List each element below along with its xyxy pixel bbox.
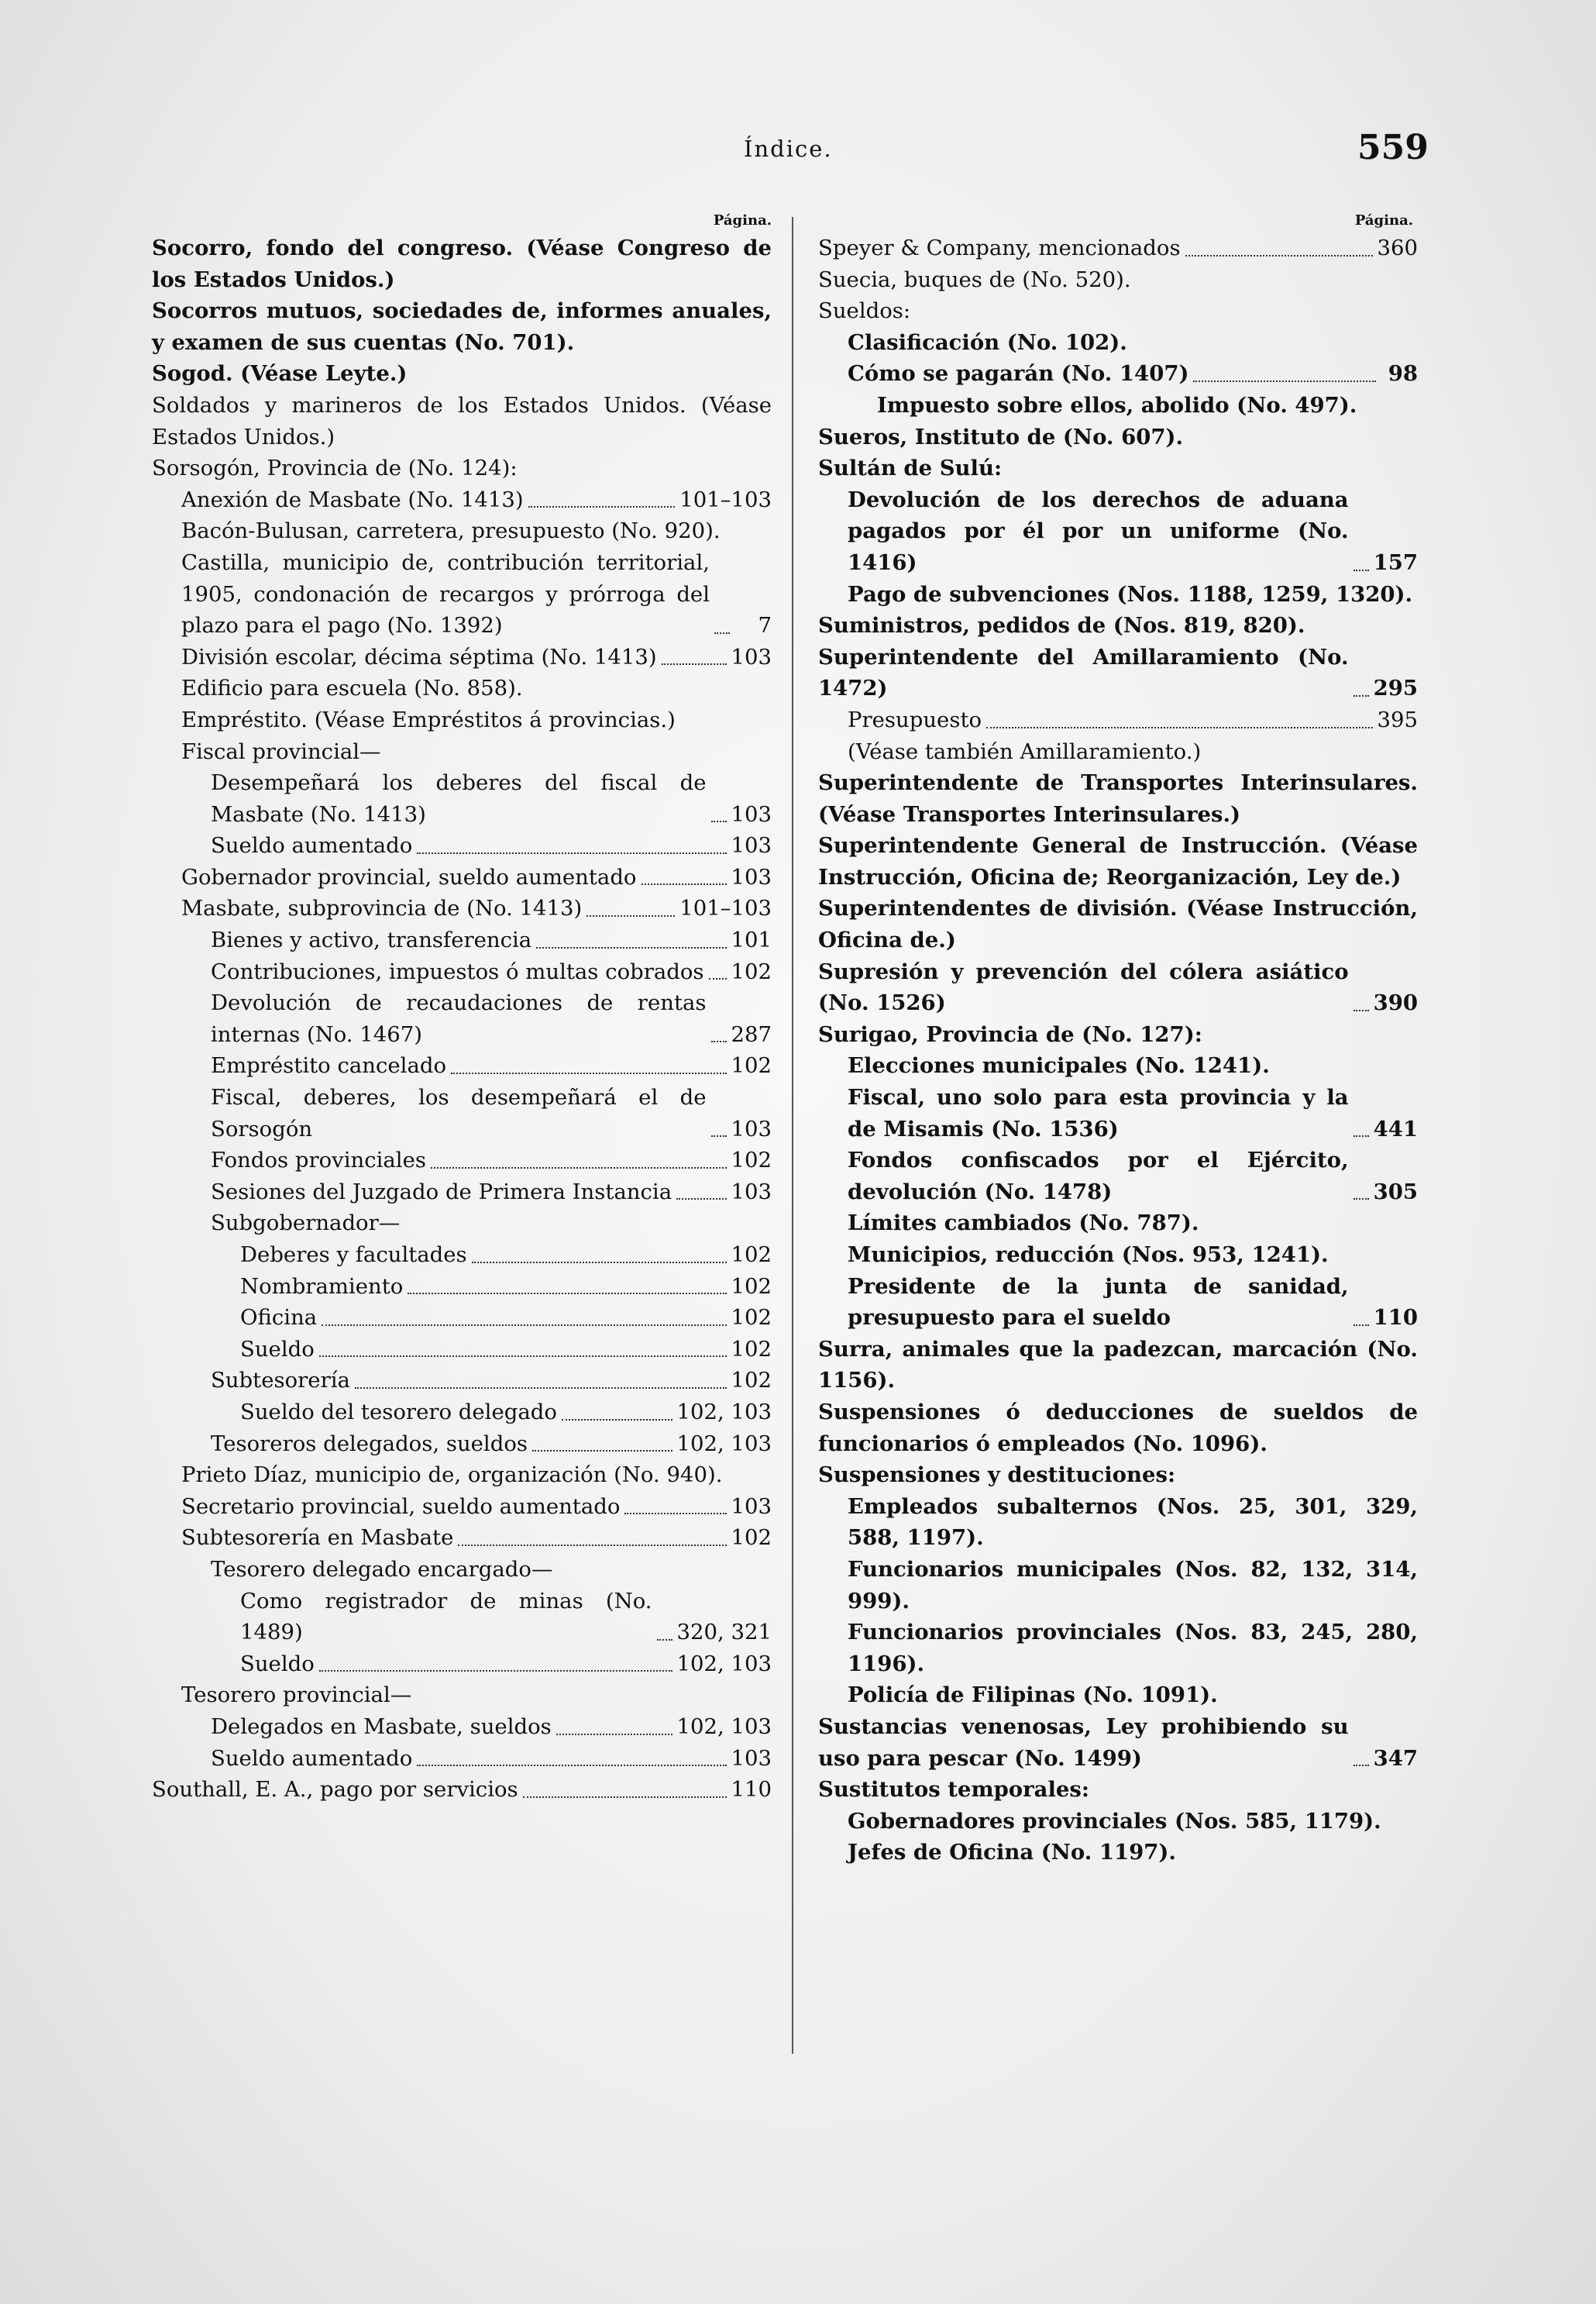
index-entry (818, 1459, 1418, 1491)
dot-leader (1354, 1135, 1369, 1137)
index-entry (818, 1711, 1418, 1774)
index-entry-page: 102, 103 (676, 1399, 772, 1424)
index-entry (152, 1271, 772, 1303)
index-entry-text: Fiscal, uno solo para esta provincia y la de Misamis (No. 1536) (848, 1085, 1349, 1142)
dot-leader (641, 883, 727, 885)
index-entry-text: Suspensiones y destituciones: (818, 1462, 1176, 1488)
index-entry-text: Anexión de Masbate (No. 1413) (181, 487, 524, 512)
index-entry-page: 102 (731, 1148, 772, 1173)
index-entry-page: 98 (1388, 361, 1418, 387)
index-entry (818, 1491, 1418, 1554)
index-entry (818, 893, 1418, 956)
index-entry-page: 102 (731, 959, 772, 984)
index-entry-text: Fondos provinciales (211, 1148, 426, 1173)
index-entry-page: 101–103 (679, 896, 772, 921)
index-entry-page: 103 (731, 644, 772, 670)
index-entry-text: Límites cambiados (No. 787). (848, 1211, 1199, 1236)
index-entry-page: 320, 321 (676, 1620, 772, 1645)
dot-leader (711, 821, 727, 822)
index-entry (818, 1679, 1418, 1711)
index-entry-page: 101 (731, 928, 772, 953)
index-entry (152, 1491, 772, 1523)
index-entry-text: Subtesorería (211, 1368, 350, 1393)
index-entry-text: Socorro, fondo del congreso. (Véase Congreso de los Estados Unidos.) (152, 236, 772, 292)
index-entry-text: Socorros mutuos, sociedades de, informes anuales, y examen de sus cuentas (No. 701). (152, 298, 772, 355)
index-entry-text: Gobernadores provinciales (Nos. 585, 1179). (848, 1808, 1381, 1834)
index-entry-page: 102 (731, 1242, 772, 1267)
dot-leader (458, 1545, 726, 1546)
index-entry (152, 704, 772, 736)
index-entry-page: 102 (731, 1273, 772, 1299)
index-entry-list (818, 232, 1418, 1868)
index-entry (152, 830, 772, 862)
index-entry-text: Empréstito cancelado (211, 1053, 447, 1079)
index-entry-text: Policía de Filipinas (No. 1091). (848, 1682, 1218, 1708)
index-entry-text: Gobernador provincial, sueldo aumentado (181, 864, 637, 890)
index-entry-text: Jefes de Oficina (No. 1197). (848, 1840, 1176, 1865)
dot-leader (417, 1765, 726, 1766)
index-entry-page: 103 (731, 1493, 772, 1519)
index-entry (152, 1397, 772, 1428)
index-entry (818, 579, 1418, 611)
index-entry (818, 232, 1418, 264)
index-entry (152, 484, 772, 516)
dot-leader (711, 1041, 727, 1042)
index-entry-text: Southall, E. A., pago por servicios (152, 1777, 518, 1803)
column-heading: Página. (713, 212, 772, 229)
index-entry (152, 1302, 772, 1334)
index-entry-text: Superintendente General de Instrucción. (Véase Instrucción, Oficina de; Reorganización, Ley de.) (818, 833, 1418, 890)
running-head: Índice. (744, 136, 833, 162)
index-entry-text: Bienes y activo, transferencia (211, 928, 532, 953)
index-entry-text: Sueldos: (818, 298, 911, 324)
index-entry-text: Sueldo del tesorero delegado (240, 1399, 557, 1424)
index-entry (818, 295, 1418, 327)
dot-leader (523, 1796, 727, 1798)
index-entry (152, 642, 772, 673)
column-heading: Página. (1354, 212, 1413, 229)
index-entry-text: Contribuciones, impuestos ó multas cobrados (211, 959, 704, 984)
dot-leader (536, 947, 726, 949)
index-entry-page: 102 (731, 1053, 772, 1079)
dot-leader (986, 727, 1372, 728)
index-entry-text: Speyer & Company, mencionados (818, 236, 1181, 260)
index-entry (152, 767, 772, 830)
index-entry-text: Sustitutos temporales: (818, 1777, 1090, 1803)
index-entry-page: 101–103 (679, 487, 772, 512)
index-entry (818, 1554, 1418, 1617)
index-entry (152, 232, 772, 295)
index-entry-page: 102 (731, 1305, 772, 1331)
index-entry (818, 1334, 1418, 1397)
index-entry (152, 1679, 772, 1711)
index-entry-page: 103 (731, 833, 772, 859)
index-entry-text: Subgobernador— (211, 1211, 401, 1236)
dot-leader (319, 1355, 727, 1357)
index-entry (152, 1459, 772, 1491)
dot-leader (1185, 255, 1373, 257)
index-entry-text: Subtesorería en Masbate (181, 1525, 454, 1551)
column-divider (792, 217, 793, 2054)
index-entry (152, 1239, 772, 1271)
index-entry-page: 102, 103 (676, 1651, 772, 1676)
index-entry (818, 390, 1418, 422)
dot-leader (472, 1262, 727, 1263)
dot-leader (662, 663, 727, 665)
index-entry (818, 1617, 1418, 1679)
index-entry-text: Castilla, municipio de, contribución territorial, 1905, condonación de recargos y prórroga del plazo para el pago (No. 1392) (181, 549, 710, 639)
index-entry-text: Masbate, subprovincia de (No. 1413) (181, 896, 583, 921)
index-entry (818, 327, 1418, 359)
index-entry (152, 1648, 772, 1680)
index-entry-page: 347 (1373, 1745, 1418, 1771)
index-entry-text: Superintendente del Amillaramiento (No. 1472) (818, 644, 1349, 701)
index-entry-text: Devolución de recaudaciones de rentas internas (No. 1467) (211, 990, 707, 1047)
index-entry-text: Deberes y facultades (240, 1242, 467, 1267)
dot-leader (624, 1513, 726, 1514)
index-entry (152, 358, 772, 390)
dot-leader (676, 1198, 726, 1200)
dot-leader (431, 1167, 727, 1169)
index-entry (152, 1554, 772, 1586)
index-entry (152, 390, 772, 453)
index-entry-text: Sueldo (240, 1651, 315, 1676)
index-entry (152, 453, 772, 484)
dot-leader (586, 915, 675, 917)
dot-leader (322, 1324, 726, 1326)
index-entry-text: Secretario provincial, sueldo aumentado (181, 1493, 621, 1519)
dot-leader (709, 978, 727, 980)
index-entry-text: Sueldo aumentado (211, 833, 413, 859)
dot-leader (1354, 695, 1369, 697)
index-entry (818, 1019, 1418, 1051)
index-entry (818, 453, 1418, 484)
index-entry-text: Fiscal provincial— (181, 739, 381, 764)
index-column-left (152, 209, 772, 1806)
index-entry-page: 102 (731, 1368, 772, 1393)
index-entry-text: Sorsogón, Provincia de (No. 124): (152, 456, 518, 481)
index-entry (152, 1522, 772, 1554)
index-entry-text: Oficina (240, 1305, 318, 1331)
index-entry-text: Superintendente de Transportes Interinsulares. (Véase Transportes Interinsulares.) (818, 770, 1418, 827)
index-entry-text: Bacón-Bulusan, carretera, presupuesto (No. 920). (181, 518, 721, 544)
index-entry-page: 102, 103 (676, 1431, 772, 1456)
index-entry-text: (Véase también Amillaramiento.) (848, 739, 1202, 764)
index-entry-text: Sueldo aumentado (211, 1745, 413, 1771)
index-entry-text: Suspensiones ó deducciones de sueldos de funcionarios ó empleados (No. 1096). (818, 1399, 1418, 1456)
index-column-right (818, 209, 1418, 1868)
index-entry-text: Fondos confiscados por el Ejército, devolución (No. 1478) (848, 1148, 1349, 1204)
index-entry-text: Superintendentes de división. (Véase Instrucción, Oficina de.) (818, 896, 1418, 953)
index-entry-page: 7 (758, 613, 772, 639)
index-entry (818, 1271, 1418, 1334)
index-entry-page: 110 (731, 1777, 772, 1803)
index-entry-text: Soldados y marineros de los Estados Unidos. (Véase Estados Unidos.) (152, 392, 772, 449)
index-entry (152, 956, 772, 988)
index-entry-page: 395 (1377, 707, 1418, 732)
dot-leader (711, 1135, 727, 1137)
index-entry (152, 1743, 772, 1775)
index-entry-text: Municipios, reducción (Nos. 953, 1241). (848, 1242, 1329, 1267)
index-entry-text: Nombramiento (240, 1273, 404, 1299)
index-entry (152, 1334, 772, 1366)
index-entry-page: 287 (731, 1021, 772, 1047)
index-entry-page: 102 (731, 1336, 772, 1362)
index-entry (818, 704, 1418, 736)
index-entry-page: 103 (731, 1745, 772, 1771)
index-entry-page: 157 (1373, 549, 1418, 575)
index-entry (152, 925, 772, 956)
index-entry-page: 102, 103 (676, 1713, 772, 1739)
index-entry (152, 736, 772, 768)
index-entry-text: Surigao, Provincia de (No. 127): (818, 1021, 1202, 1047)
index-entry (152, 1082, 772, 1145)
index-entry-text: Sueldo (240, 1336, 315, 1362)
index-entry (818, 1837, 1418, 1868)
index-entry-text: Suecia, buques de (No. 520). (818, 267, 1131, 292)
index-entry (152, 515, 772, 547)
index-entry-page: 360 (1377, 236, 1418, 260)
index-entry-text: Sultán de Sulú: (818, 456, 1003, 481)
index-entry (818, 1239, 1418, 1271)
index-entry-text: Presupuesto (848, 707, 982, 732)
dot-leader (556, 1734, 672, 1735)
index-entry (818, 1806, 1418, 1837)
index-entry-text: Impuesto sobre ellos, abolido (No. 497). (877, 392, 1357, 418)
index-entry-text: Suministros, pedidos de (Nos. 819, 820). (818, 613, 1305, 639)
index-entry (818, 767, 1418, 830)
index-entry-text: Presidente de la junta de sanidad, presupuesto para el sueldo (848, 1273, 1349, 1331)
index-entry (818, 484, 1418, 579)
index-entry-text: Prieto Díaz, municipio de, organización (No. 940). (181, 1462, 723, 1488)
dot-leader (1193, 381, 1376, 382)
index-entry-text: Sesiones del Juzgado de Primera Instancia (211, 1179, 672, 1204)
index-entry-text: Devolución de los derechos de aduana pagados por él por un uniforme (No. 1416) (848, 487, 1349, 575)
index-entry (152, 862, 772, 894)
dot-leader (532, 1450, 672, 1452)
index-entry (152, 295, 772, 358)
dot-leader (528, 506, 676, 508)
index-entry (818, 1145, 1418, 1207)
index-entry-text: Funcionarios provinciales (Nos. 83, 245, 280, 1196). (848, 1620, 1418, 1676)
dot-leader (408, 1293, 726, 1294)
index-entry (818, 1050, 1418, 1082)
index-entry (152, 1145, 772, 1176)
index-entry (152, 893, 772, 925)
index-entry-text: Tesorero provincial— (181, 1682, 412, 1708)
index-entry (152, 1365, 772, 1397)
index-entry (818, 610, 1418, 642)
index-entry (152, 1774, 772, 1806)
index-entry (818, 1082, 1418, 1145)
index-entry (818, 1397, 1418, 1459)
index-entry (152, 1050, 772, 1082)
index-entry (152, 1428, 772, 1460)
index-entry-text: Tesoreros delegados, sueldos (211, 1431, 528, 1456)
index-entry-text: Pago de subvenciones (Nos. 1188, 1259, 1320). (848, 581, 1413, 607)
index-entry (818, 956, 1418, 1019)
dot-leader (657, 1639, 672, 1641)
index-entry (818, 1207, 1418, 1239)
index-entry (152, 987, 772, 1050)
index-entry (818, 422, 1418, 453)
page-number: 559 (1357, 128, 1429, 167)
dot-leader (1354, 1010, 1369, 1011)
index-entry-page: 103 (731, 864, 772, 890)
index-entry-text: Desempeñará los deberes del fiscal de Masbate (No. 1413) (211, 770, 707, 827)
index-entry-text: Funcionarios municipales (Nos. 82, 132, 314, 999). (848, 1556, 1418, 1613)
index-entry (818, 264, 1418, 296)
index-entry (818, 642, 1418, 704)
index-entry-text: Edificio para escuela (No. 858). (181, 676, 523, 701)
index-entry-text: Cómo se pagarán (No. 1407) (848, 361, 1189, 387)
index-entry (818, 1774, 1418, 1806)
index-entry (152, 547, 772, 642)
index-entry-text: Sogod. (Véase Leyte.) (152, 361, 408, 387)
dot-leader (451, 1073, 726, 1074)
dot-leader (1354, 570, 1369, 571)
index-entry-page: 103 (731, 801, 772, 827)
dot-leader (1354, 1765, 1369, 1766)
dot-leader (355, 1387, 727, 1389)
dot-leader (1354, 1324, 1369, 1326)
index-entry-text: División escolar, décima séptima (No. 1413) (181, 644, 657, 670)
index-entry-text: Como registrador de minas (No. 1489) (240, 1588, 652, 1645)
index-entry-page: 390 (1373, 990, 1418, 1016)
dot-leader (319, 1670, 672, 1672)
index-entry-list (152, 232, 772, 1806)
index-entry (152, 673, 772, 704)
dot-leader (417, 852, 726, 854)
dot-leader (562, 1419, 672, 1421)
index-entry-page: 110 (1373, 1305, 1418, 1331)
index-entry (818, 830, 1418, 893)
dot-leader (1354, 1198, 1369, 1200)
index-entry-text: Empréstito. (Véase Empréstitos á provincias.) (181, 707, 676, 732)
index-entry-page: 441 (1373, 1116, 1418, 1142)
index-entry (152, 1207, 772, 1239)
index-entry (152, 1176, 772, 1208)
index-entry-text: Fiscal, deberes, los desempeñará el de Sorsogón (211, 1085, 707, 1142)
index-entry-page: 103 (731, 1179, 772, 1204)
index-entry-text: Surra, animales que la padezcan, marcación (No. 1156). (818, 1336, 1418, 1393)
index-entry-text: Delegados en Masbate, sueldos (211, 1713, 552, 1739)
index-entry-text: Sueros, Instituto de (No. 607). (818, 424, 1184, 449)
index-entry-page: 103 (731, 1116, 772, 1142)
index-entry (818, 736, 1418, 768)
index-entry-text: Empleados subalternos (Nos. 25, 301, 329, 588, 1197). (848, 1493, 1418, 1551)
index-entry-text: Sustancias venenosas, Ley prohibiendo su uso para pescar (No. 1499) (818, 1713, 1349, 1771)
dot-leader (714, 632, 730, 634)
index-entry-text: Supresión y prevención del cólera asiático (No. 1526) (818, 959, 1349, 1016)
index-entry (152, 1711, 772, 1743)
index-entry-page: 102 (731, 1525, 772, 1551)
index-entry-text: Clasificación (No. 102). (848, 329, 1127, 355)
index-entry (152, 1586, 772, 1648)
index-entry (818, 358, 1418, 390)
index-entry-page: 305 (1373, 1179, 1418, 1204)
index-entry-text: Tesorero delegado encargado— (211, 1556, 553, 1582)
index-entry-text: Elecciones municipales (No. 1241). (848, 1053, 1270, 1079)
index-entry-page: 295 (1373, 676, 1418, 701)
